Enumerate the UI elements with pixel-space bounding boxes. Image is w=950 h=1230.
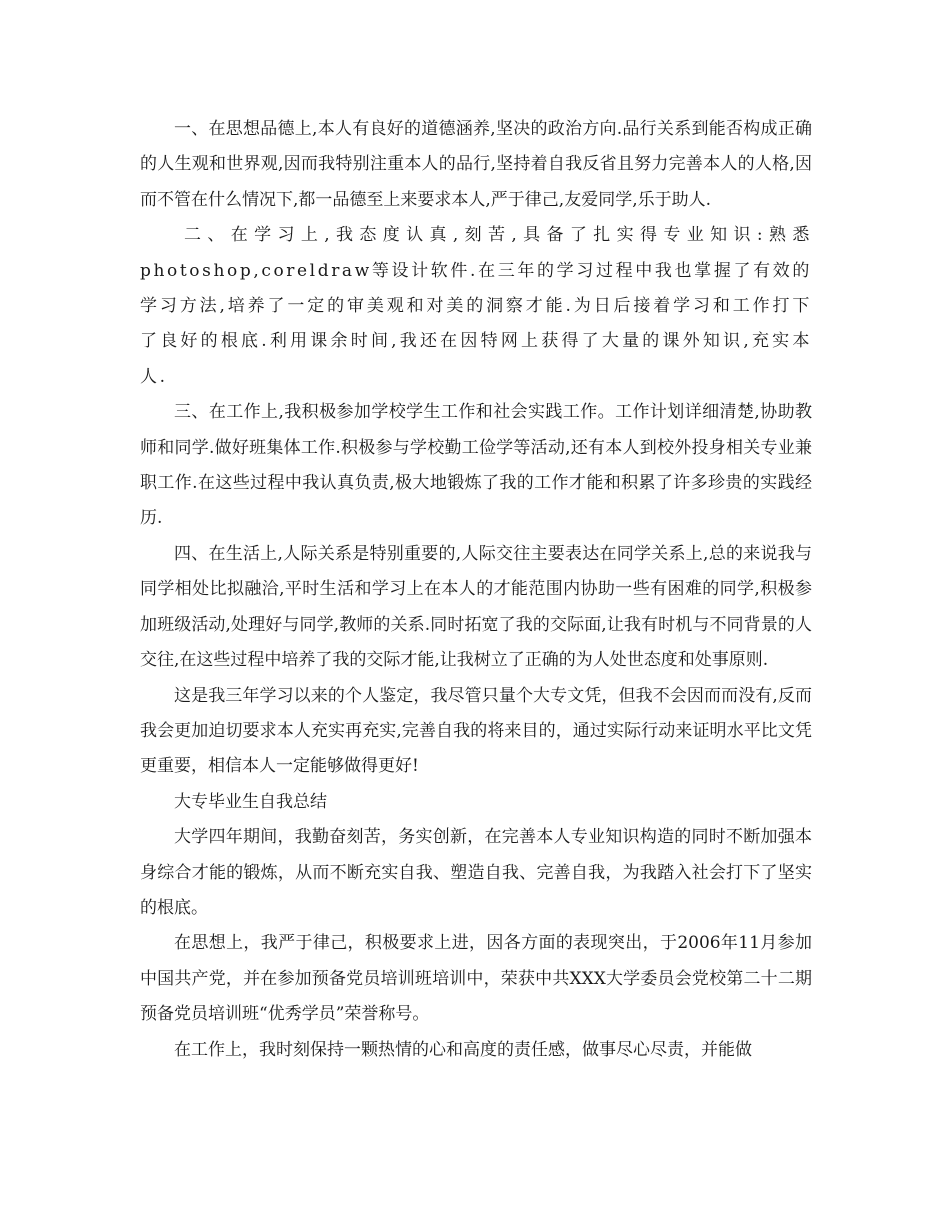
section-heading: 大专毕业生自我总结 <box>174 791 327 812</box>
paragraph-thought: 在思想上，我严于律己，积极要求上进，因各方面的表现突出，于2006年11月参加中国共产党，并在参加预备党员培训班培训中，荣获中共XXX大学委员会党校第二十二期预备党员培训班“优秀学员”荣誉称号。 <box>140 933 812 1025</box>
paragraph-study: 二、在学习上,我态度认真,刻苦,具备了扎实得专业知识:熟悉photoshop,coreldraw等设计软件.在三年的学习过程中我也掌握了有效的学习方法,培养了一定的审美观和对美的洞察才能.为日后接着学习和工作打下了良好的根底.利用课余时间,我还在因特网上获得了大量的课外知识,充实本人. <box>140 225 812 387</box>
paragraph-university: 大学四年期间，我勤奋刻苦，务实创新，在完善本人专业知识构造的同时不断加强本身综合才能的锻炼，从而不断充实自我、塑造自我、完善自我，为我踏入社会打下了坚实的根底。 <box>140 827 812 918</box>
paragraph-life: 四、在生活上,人际关系是特别重要的,人际交往主要表达在同学关系上,总的来说我与同学相处比拟融洽,平时生活和学习上在本人的才能范围内协助一些有困难的同学,积极参加班级活动,处理好与同学,教师的关系.同时拓宽了我的交际面,让我有时机与不同背景的人交往,在这些过程中培养了我的交际才能,让我树立了正确的为人处世态度和处事原则. <box>140 543 812 671</box>
paragraph-work: 三、在工作上,我积极参加学校学生工作和社会实践工作。工作计划详细清楚,协助教师和同学.做好班集体工作.积极参与学校勤工俭学等活动,还有本人到校外投身相关专业兼职工作.在这些过程中我认真负责,极大地锻炼了我的工作才能和积累了许多珍贵的实践经历. <box>140 402 812 529</box>
paragraph-conclusion: 这是我三年学习以来的个人鉴定，我尽管只量个大专文凭，但我不会因而而没有,反而我会更加迫切要求本人充实再充实,完善自我的将来目的，通过实际行动来证明水平比文凭更重要，相信本人一定能够做得更好! <box>140 685 812 777</box>
paragraph-work-2: 在工作上，我时刻保持一颗热情的心和高度的责任感，做事尽心尽责，并能做 <box>174 1039 752 1060</box>
document-body <box>140 112 812 1068</box>
paragraph-moral: 一、在思想品德上,本人有良好的道德涵养,坚决的政治方向.品行关系到能否构成正确的人生观和世界观,因而我特别注重本人的品行,坚持着自我反省且努力完善本人的人格,因而不管在什么情况下,都一品德至上来要求本人,严于律己,友爱同学,乐于助人. <box>140 119 812 210</box>
